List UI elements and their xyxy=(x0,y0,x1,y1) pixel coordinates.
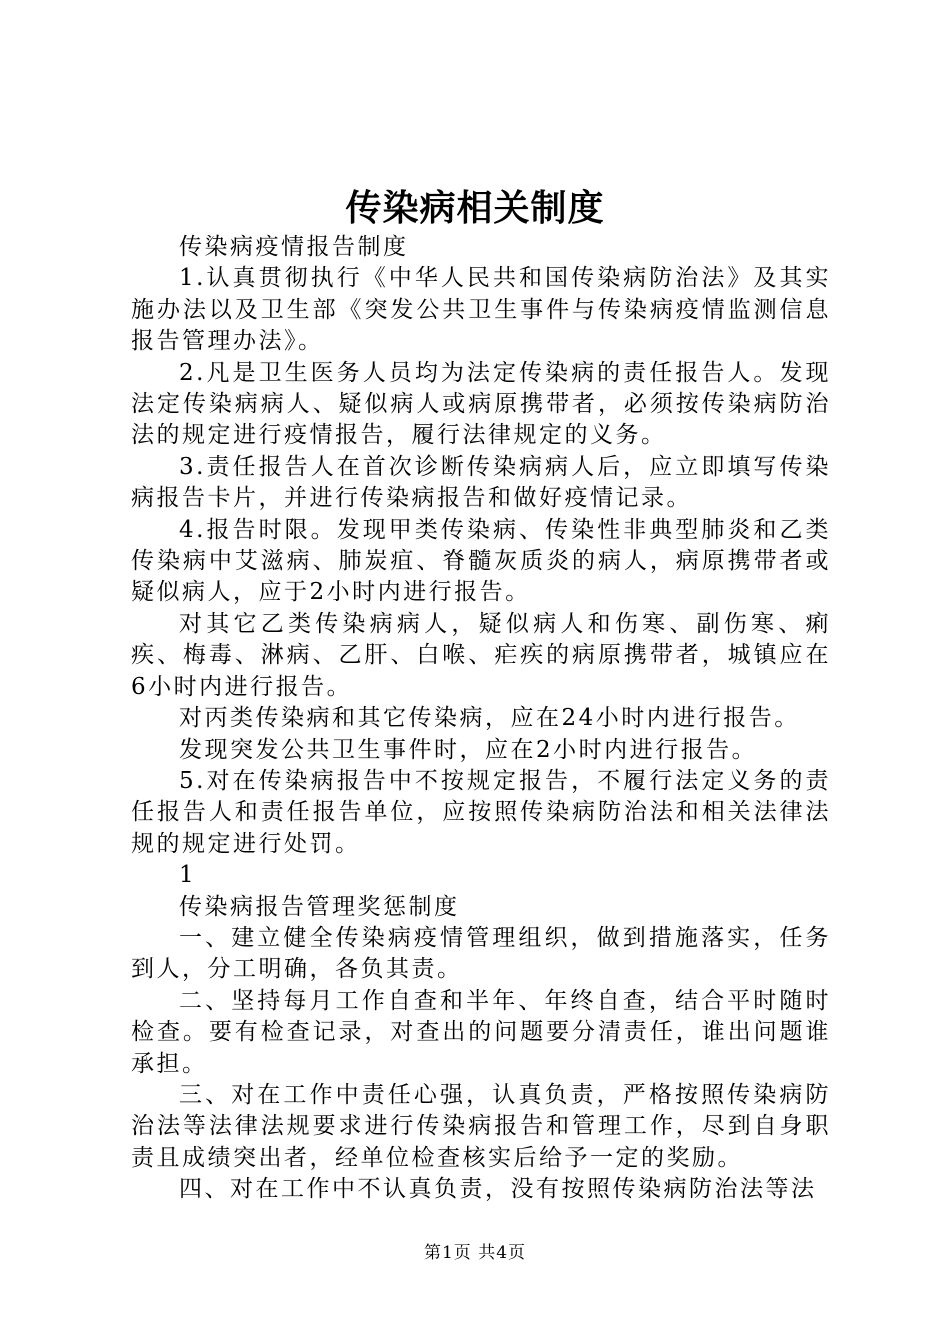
paragraph: 二、坚持每月工作自查和半年、年终自查，结合平时随时检查。要有检查记录，对查出的问题要分清责任，谁出问题谁承担。 xyxy=(131,987,831,1077)
section-heading: 传染病报告管理奖惩制度 xyxy=(179,893,460,920)
document-body xyxy=(131,232,831,1206)
paragraph: 2.凡是卫生医务人员均为法定传染病的责任报告人。发现法定传染病病人、疑似病人或病原携带者，必须按传染病防治法的规定进行疫情报告，履行法律规定的义务。 xyxy=(131,359,831,449)
paragraph: 发现突发公共卫生事件时，应在2小时内进行报告。 xyxy=(179,736,758,763)
page-footer: 第1页 共4页 xyxy=(423,1243,527,1263)
paragraph: 1.认真贯彻执行《中华人民共和国传染病防治法》及其实施办法以及卫生部《突发公共卫生事件与传染病疫情监测信息报告管理办法》。 xyxy=(131,265,831,355)
inline-number: 1 xyxy=(179,862,197,889)
paragraph: 4.报告时限。发现甲类传染病、传染性非典型肺炎和乙类传染病中艾滋病、肺炭疽、脊髓灰质炎的病人，病原携带者或疑似病人，应于2小时内进行报告。 xyxy=(131,516,831,606)
paragraph: 一、建立健全传染病疫情管理组织，做到措施落实，任务到人，分工明确，各负其责。 xyxy=(131,924,831,983)
paragraph: 3.责任报告人在首次诊断传染病病人后，应立即填写传染病报告卡片，并进行传染病报告和做好疫情记录。 xyxy=(131,453,831,512)
paragraph: 四、对在工作中不认真负责，没有按照传染病防治法等法 xyxy=(179,1176,817,1203)
document-title: 传染病相关制度 xyxy=(345,187,605,229)
paragraph: 5.对在传染病报告中不按规定报告，不履行法定义务的责任报告人和责任报告单位，应按照传染病防治法和相关法律法规的规定进行处罚。 xyxy=(131,767,831,857)
paragraph: 对丙类传染病和其它传染病，应在24小时内进行报告。 xyxy=(179,705,800,732)
paragraph: 三、对在工作中责任心强，认真负责，严格按照传染病防治法等法律法规要求进行传染病报告和管理工作，尽到自身职责且成绩突出者，经单位检查核实后给予一定的奖励。 xyxy=(131,1081,831,1171)
paragraph: 对其它乙类传染病病人，疑似病人和伤寒、副伤寒、痢疾、梅毒、淋病、乙肝、白喉、疟疾的病原携带者，城镇应在6小时内进行报告。 xyxy=(131,610,831,700)
section-heading: 传染病疫情报告制度 xyxy=(179,234,409,260)
